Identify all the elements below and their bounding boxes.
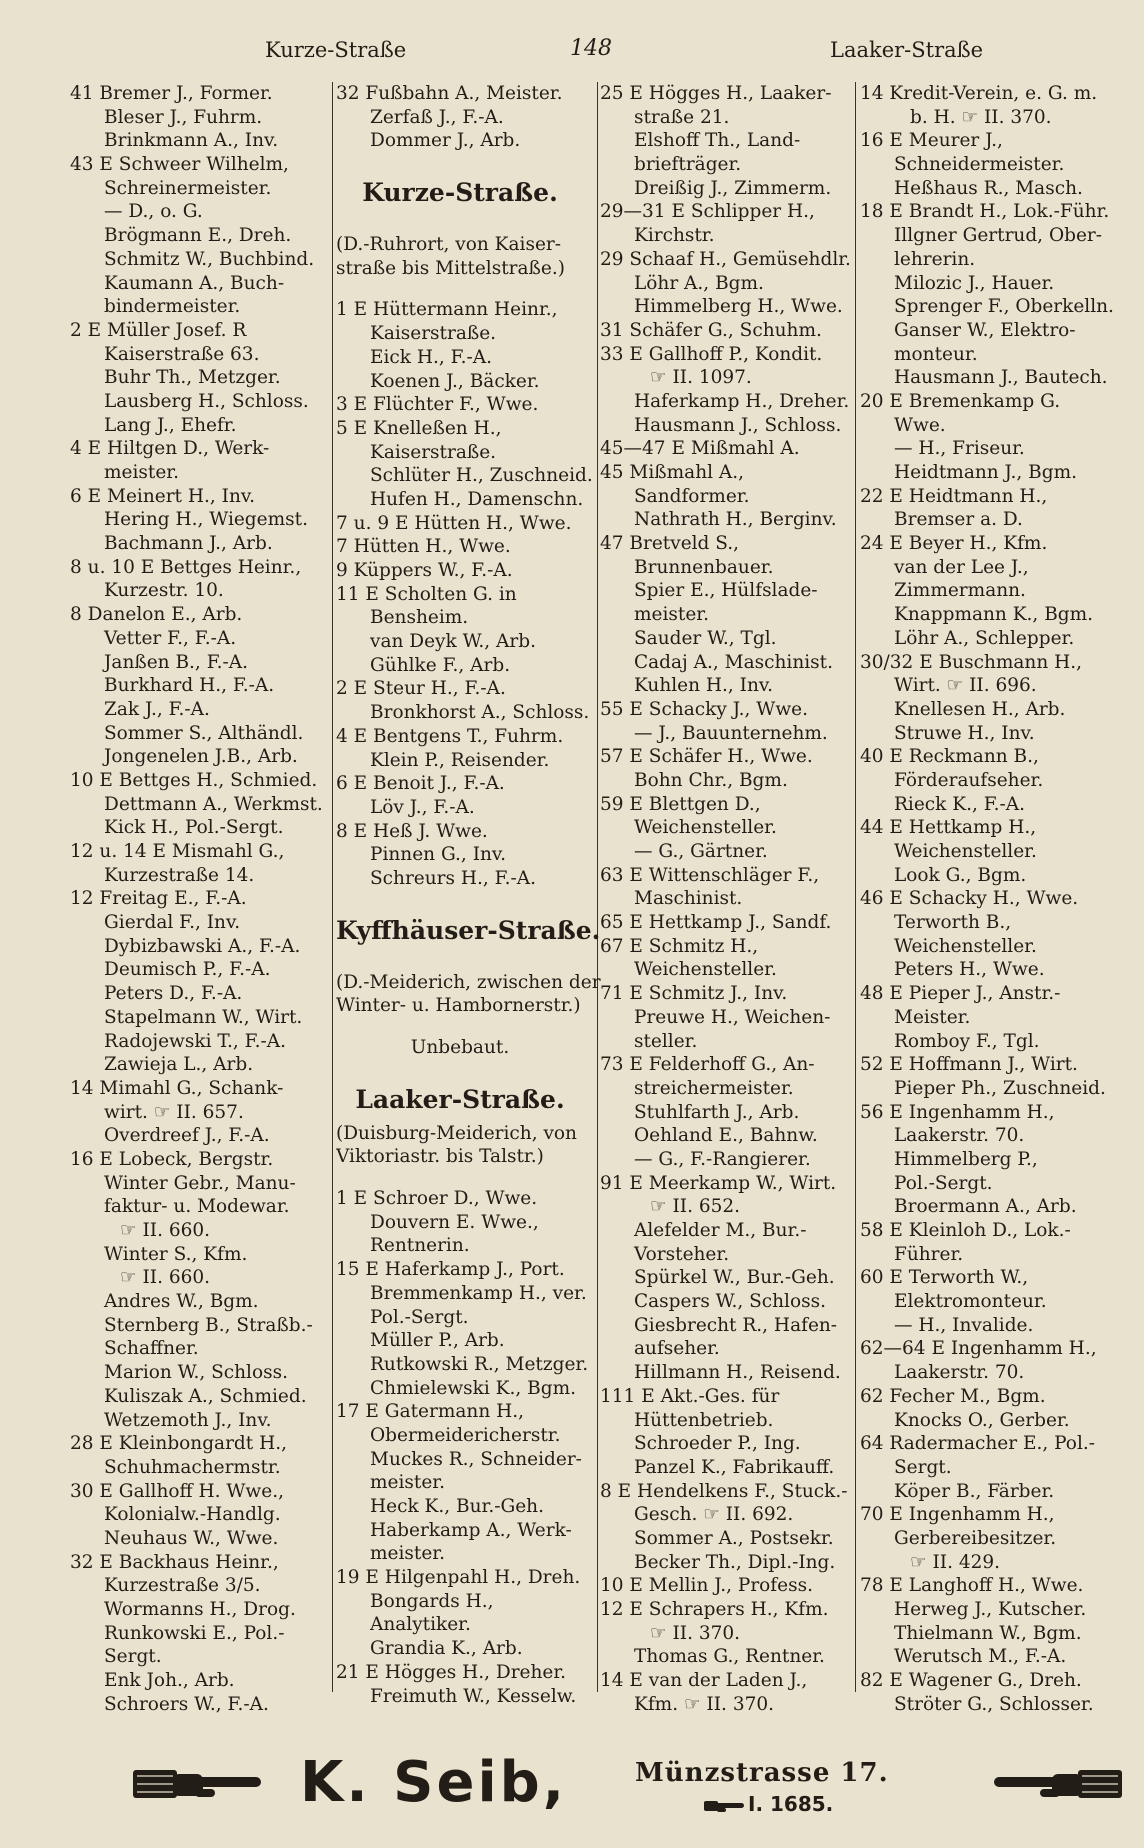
directory-entry: 111 E Akt.-Ges. für [600, 1385, 780, 1407]
directory-entry: Broermann A., Arb. [894, 1196, 1077, 1218]
directory-entry: (D.-Meiderich, zwischen der [336, 971, 601, 993]
directory-entry: Kuliszak A., Schmied. [104, 1385, 307, 1407]
directory-entry: Stuhlfarth J., Arb. [634, 1101, 800, 1123]
directory-entry: Peters D., F.-A. [104, 983, 243, 1005]
directory-entry: Rieck K., F.-A. [894, 793, 1026, 815]
directory-entry: — H., Invalide. [894, 1314, 1034, 1336]
directory-entry: 59 E Blettgen D., [600, 793, 761, 815]
directory-entry: 78 E Langhoff H., Wwe. [860, 1575, 1084, 1597]
directory-entry: Neuhaus W., Wwe. [104, 1527, 279, 1549]
directory-entry: 82 E Wagener G., Dreh. [860, 1670, 1082, 1692]
directory-entry: 19 E Hilgenpahl H., Dreh. [336, 1567, 581, 1589]
directory-entry: van der Lee J., [894, 556, 1029, 578]
advertisement-banner [0, 1750, 1144, 1820]
spacer [336, 1169, 602, 1187]
directory-entry: Winter Gebr., Manu- [104, 1172, 296, 1194]
directory-entry: Kolonialw.-Handlg. [104, 1504, 281, 1526]
directory-entry: wirt. ☞ II. 657. [104, 1101, 244, 1123]
directory-entry: Hausmann J., Schloss. [634, 414, 842, 436]
advertiser-name: K. Seib, [300, 1750, 568, 1815]
directory-entry: streichermeister. [634, 1077, 794, 1099]
directory-entry: Brinkmann A., Inv. [104, 130, 279, 152]
directory-entry: Löv J., F.-A. [370, 796, 475, 818]
directory-entry: Preuwe H., Weichen- [634, 1006, 831, 1028]
directory-entry: Herweg J., Kutscher. [894, 1599, 1087, 1620]
directory-entry: Hausmann J., Bautech. [894, 367, 1108, 389]
directory-entry: Zawieja L., Arb. [104, 1054, 254, 1076]
directory-entry: 2 E Steur H., F.-A. [336, 678, 506, 700]
directory-entry: ☞ II. 652. [650, 1196, 741, 1218]
directory-entry: ☞ II. 429. [910, 1551, 1001, 1573]
directory-entry: 4 E Hiltgen D., Werk- [70, 438, 270, 460]
directory-entry: Milozic J., Hauer. [894, 272, 1055, 294]
directory-entry: Analytiker. [370, 1614, 471, 1636]
directory-entry: Struwe H., Inv. [894, 722, 1035, 744]
column-1 [70, 82, 332, 1716]
directory-entry: — G., F.-Rangierer. [634, 1148, 811, 1170]
directory-entry: Laakerstr. 70. [894, 1362, 1025, 1384]
pointing-hand-icon [994, 1762, 1122, 1806]
directory-entry: 3 E Flüchter F., Wwe. [336, 394, 539, 416]
directory-entry: Weichensteller. [634, 817, 777, 839]
directory-entry: Himmelberg H., Wwe. [634, 296, 843, 318]
directory-entry: 29—31 E Schlipper H., [600, 201, 815, 223]
directory-entry: 60 E Terworth W., [860, 1267, 1029, 1289]
directory-entry: 21 E Högges H., Dreher. [336, 1661, 567, 1683]
directory-entry: Runkowski E., Pol.- [104, 1622, 285, 1644]
directory-entry: Schroeder P., Ing. [634, 1433, 801, 1455]
directory-entry: Thielmann W., Bgm. [894, 1622, 1082, 1644]
directory-entry: Knellesen H., Arb. [894, 698, 1066, 720]
spacer [336, 953, 602, 971]
directory-entry: Haberkamp A., Werk- [370, 1519, 572, 1541]
directory-entry: Pol.-Sergt. [370, 1306, 469, 1328]
column-2 [336, 82, 602, 1708]
directory-entry: Ströter G., Schlosser. [894, 1693, 1094, 1715]
directory-entry: Viktoriastr. bis Talstr.) [336, 1146, 544, 1168]
directory-entry: Enk Joh., Arb. [104, 1670, 235, 1692]
directory-entry: Knappmann K., Bgm. [894, 604, 1094, 626]
directory-entry: Vetter F., F.-A. [104, 627, 237, 649]
directory-entry: ☞ II. 660. [120, 1267, 211, 1289]
directory-entry: 30 E Gallhoff H. Wwe., [70, 1480, 284, 1502]
directory-entry: Freimuth W., Kesselw. [370, 1685, 577, 1707]
directory-entry: 30/32 E Buschmann H., [860, 651, 1083, 673]
directory-entry: 14 E van der Laden J., [600, 1670, 808, 1692]
directory-entry: Weichensteller. [894, 935, 1037, 957]
directory-entry: straße bis Mittelstraße.) [336, 257, 565, 279]
directory-entry: 6 E Benoit J., F.-A. [336, 773, 505, 795]
directory-entry: Elektromonteur. [894, 1291, 1047, 1313]
directory-entry: Bohn Chr., Bgm. [634, 769, 788, 791]
directory-entry: 16 E Meurer J., [860, 130, 1003, 152]
directory-entry: Schlüter H., Zuschneid. [370, 465, 593, 487]
directory-entry: Schroers W., F.-A. [104, 1693, 269, 1715]
column-divider [332, 82, 333, 1692]
directory-entry: Pinnen G., Inv. [370, 844, 507, 866]
directory-entry: Wetzemoth J., Inv. [104, 1409, 272, 1431]
directory-entry: Hufen H., Damenschn. [370, 488, 584, 510]
directory-entry: 20 E Bremenkamp G. [860, 390, 1061, 412]
directory-entry: Thomas G., Rentner. [634, 1646, 825, 1668]
directory-entry: Heßhaus R., Masch. [894, 177, 1083, 199]
directory-entry: Bensheim. [370, 607, 469, 629]
directory-entry: 5 E Knelleßen H., [336, 417, 502, 439]
directory-entry: Dybizbawski A., F.-A. [104, 935, 301, 957]
directory-entry: Heck K., Bur.-Geh. [370, 1496, 544, 1517]
directory-entry: Elshoff Th., Land- [634, 130, 801, 152]
directory-entry: ☞ II. 1097. [650, 367, 752, 389]
directory-entry: ☞ II. 370. [650, 1622, 741, 1644]
directory-entry: briefträger. [634, 154, 742, 176]
directory-entry: Sergt. [894, 1456, 952, 1478]
directory-entry: faktur- u. Modewar. [104, 1196, 290, 1218]
directory-entry: Alefelder M., Bur.- [634, 1220, 807, 1241]
directory-entry: 57 E Schäfer H., Wwe. [600, 746, 813, 768]
directory-entry: 71 E Schmitz J., Inv. [600, 983, 788, 1005]
directory-entry: 56 E Ingenhamm H., [860, 1101, 1055, 1123]
directory-entry: Spier E., Hülfslade- [634, 580, 818, 602]
directory-entry: Haferkamp H., Dreher. [634, 390, 850, 412]
directory-entry: 11 E Scholten G. in [336, 583, 517, 605]
directory-entry: Kick H., Pol.-Sergt. [104, 817, 284, 839]
directory-entry: 64 Radermacher E., Pol.- [860, 1433, 1095, 1455]
directory-entry: Winter S., Kfm. [104, 1243, 248, 1265]
directory-entry: 8 E Hendelkens F., Stuck.- [600, 1480, 848, 1502]
directory-entry: Gesch. ☞ II. 692. [634, 1504, 794, 1526]
directory-entry: 45 Mißmahl A., [600, 462, 745, 483]
directory-entry: Bleser J., Fuhrm. [104, 106, 263, 128]
directory-entry: Köper B., Färber. [894, 1480, 1055, 1502]
directory-entry: Kaiserstraße 63. [104, 343, 260, 365]
directory-entry: Zerfaß J., F.-A. [370, 106, 504, 128]
directory-entry: Himmelberg P., [894, 1148, 1038, 1170]
directory-entry: aufseher. [634, 1338, 720, 1360]
directory-entry: Buhr Th., Metzger. [104, 367, 281, 389]
spacer [336, 1018, 602, 1036]
directory-entry: Brunnenbauer. [634, 556, 774, 578]
directory-entry: Romboy F., Tgl. [894, 1030, 1040, 1052]
directory-entry: Kurzestraße 14. [104, 864, 255, 886]
directory-entry: 7 Hütten H., Wwe. [336, 536, 511, 558]
directory-entry: Douvern E. Wwe., [370, 1211, 539, 1233]
directory-entry: Bachmann J., Arb. [104, 533, 273, 555]
directory-entry: Schmitz W., Buchbind. [104, 248, 315, 270]
directory-entry: 33 E Gallhoff P., Kondit. [600, 343, 823, 365]
directory-entry: Schaffner. [104, 1338, 199, 1360]
directory-entry: Klein P., Reisender. [370, 749, 550, 771]
directory-entry: Schuhmachermstr. [104, 1456, 281, 1478]
spacer [336, 891, 602, 909]
spacer [336, 153, 602, 171]
directory-entry: b. H. ☞ II. 370. [910, 106, 1052, 128]
directory-entry: Pol.-Sergt. [894, 1172, 993, 1194]
directory-entry: Overdreef J., F.-A. [104, 1125, 270, 1147]
column-3 [600, 82, 862, 1716]
directory-entry: Deumisch P., F.-A. [104, 959, 271, 981]
directory-entry: Laakerstr. 70. [894, 1125, 1025, 1147]
directory-entry: (Duisburg-Meiderich, von [336, 1122, 577, 1144]
directory-entry: Sergt. [104, 1646, 162, 1668]
header-left-street: Kurze-Straße [265, 38, 407, 62]
directory-entry: Unbebaut. [410, 1037, 510, 1058]
directory-entry: 7 u. 9 E Hütten H., Wwe. [336, 512, 572, 534]
directory-entry: Vorsteher. [634, 1243, 730, 1265]
directory-entry: 4 E Bentgens T., Fuhrm. [336, 725, 564, 747]
directory-entry: Meister. [894, 1006, 971, 1028]
directory-entry: Werutsch M., F.-A. [894, 1646, 1067, 1668]
directory-entry: Ganser W., Elektro- [894, 319, 1076, 341]
directory-entry: Nathrath H., Berginv. [634, 509, 837, 531]
directory-entry: 41 Bremer J., Former. [70, 83, 273, 104]
directory-entry: meister. [104, 462, 179, 483]
directory-entry: Hillmann H., Reisend. [634, 1362, 841, 1384]
directory-entry: monteur. [894, 343, 978, 365]
section-heading: Kyffhäuser-Straße. [336, 915, 601, 945]
directory-entry: Sandformer. [634, 485, 750, 507]
directory-entry: 43 E Schweer Wilhelm, [70, 154, 289, 176]
directory-entry: Burkhard H., F.-A. [104, 675, 275, 697]
directory-entry: Pieper Ph., Zuschneid. [894, 1077, 1106, 1099]
directory-entry: Schreinermeister. [104, 177, 272, 199]
directory-entry: Muckes R., Schneider- [370, 1448, 582, 1470]
directory-entry: Zimmermann. [894, 580, 1026, 602]
directory-entry: Grandia K., Arb. [370, 1638, 523, 1660]
directory-entry: 70 E Ingenhamm H., [860, 1504, 1055, 1526]
directory-entry: 16 E Lobeck, Bergstr. [70, 1148, 274, 1170]
directory-entry: Illgner Gertrud, Ober- [894, 225, 1102, 247]
spacer [336, 215, 602, 233]
directory-entry: Terworth B., [894, 912, 1012, 934]
directory-entry: Wormanns H., Drog. [104, 1599, 296, 1620]
directory-entry: Maschinist. [634, 888, 743, 910]
directory-entry: 12 u. 14 E Mismahl G., [70, 841, 285, 862]
directory-entry: Wirt. ☞ II. 696. [894, 675, 1037, 697]
directory-entry: Kfm. ☞ II. 370. [634, 1693, 775, 1715]
directory-entry: Kuhlen H., Inv. [634, 675, 774, 697]
directory-entry: 32 E Backhaus Heinr., [70, 1551, 279, 1573]
directory-entry: 62—64 E Ingenhamm H., [860, 1338, 1097, 1360]
directory-entry: Look G., Bgm. [894, 864, 1027, 886]
directory-entry: Sommer A., Postsekr. [634, 1527, 834, 1549]
directory-entry: lehrerin. [894, 248, 976, 270]
directory-entry: Sommer S., Althändl. [104, 722, 304, 744]
directory-entry: 1 E Schroer D., Wwe. [336, 1188, 538, 1210]
directory-entry: Obermeidericherstr. [370, 1424, 561, 1446]
directory-entry: Gühlke F., Arb. [370, 654, 511, 676]
directory-entry: 1 E Hüttermann Heinr., [336, 299, 558, 321]
directory-entry: 65 E Hettkamp J., Sandf. [600, 912, 832, 934]
directory-entry: Gierdal F., Inv. [104, 912, 241, 934]
directory-entry: Cadaj A., Maschinist. [634, 651, 833, 673]
directory-entry: 91 E Meerkamp W., Wirt. [600, 1172, 837, 1194]
directory-entry: Heidtmann J., Bgm. [894, 462, 1078, 483]
spacer [336, 280, 602, 298]
directory-entry: 2 E Müller Josef. R [70, 319, 247, 341]
directory-entry: 29 Schaaf H., Gemüsehdlr. [600, 248, 851, 270]
section-heading: Kurze-Straße. [362, 178, 558, 208]
directory-entry: Kurzestraße 3/5. [104, 1575, 261, 1597]
directory-entry: Caspers W., Schloss. [634, 1291, 826, 1313]
directory-entry: Sternberg B., Straßb.- [104, 1314, 313, 1336]
directory-entry: 73 E Felderhoff G., An- [600, 1054, 815, 1076]
directory-entry: steller. [634, 1030, 698, 1052]
directory-entry: 8 Danelon E., Arb. [70, 604, 243, 626]
directory-entry: 8 u. 10 E Bettges Heinr., [70, 556, 302, 578]
directory-entry: 48 E Pieper J., Anstr.- [860, 983, 1061, 1005]
directory-entry: 44 E Hettkamp H., [860, 817, 1037, 839]
directory-entry: straße 21. [634, 106, 730, 128]
directory-entry: Radojewski T., F.-A. [104, 1030, 286, 1052]
directory-entry: 24 E Beyer H., Kfm. [860, 533, 1048, 555]
directory-entry: Müller P., Arb. [370, 1330, 505, 1352]
directory-entry: Sauder W., Tgl. [634, 627, 777, 649]
directory-entry: Winter- u. Hambornerstr.) [336, 995, 581, 1017]
section-heading: Laaker-Straße. [355, 1084, 565, 1114]
directory-entry: 62 Fecher M., Bgm. [860, 1385, 1046, 1407]
directory-entry: 25 E Högges H., Laaker- [600, 83, 832, 104]
directory-entry: — H., Friseur. [894, 438, 1025, 460]
directory-entry: — J., Bauunternehm. [634, 722, 828, 744]
directory-entry: Weichensteller. [634, 959, 777, 981]
directory-entry: — G., Gärtner. [634, 841, 768, 862]
directory-entry: Spürkel W., Bur.-Geh. [634, 1267, 835, 1289]
directory-entry: 28 E Kleinbongardt H., [70, 1433, 287, 1455]
directory-entry: 15 E Haferkamp J., Port. [336, 1259, 565, 1281]
directory-entry: Dommer J., Arb. [370, 130, 521, 152]
directory-entry: Kaumann A., Buch- [104, 272, 285, 294]
directory-entry: Schneidermeister. [894, 154, 1065, 176]
directory-entry: Löhr A., Schlepper. [894, 627, 1075, 649]
directory-entry: Oehland E., Bahnw. [634, 1125, 818, 1147]
directory-entry: 67 E Schmitz H., [600, 935, 759, 957]
directory-entry: Brögmann E., Dreh. [104, 225, 292, 247]
directory-entry: 58 E Kleinloh D., Lok.- [860, 1220, 1071, 1241]
directory-entry: Bremser a. D. [894, 509, 1023, 531]
directory-entry: Bronkhorst A., Schloss. [370, 702, 590, 724]
directory-entry: 46 E Schacky H., Wwe. [860, 888, 1079, 910]
directory-entry: 17 E Gatermann H., [336, 1401, 525, 1423]
directory-entry: Knocks O., Gerber. [894, 1409, 1070, 1431]
directory-entry: 10 E Mellin J., Profess. [600, 1575, 813, 1597]
directory-entry: 40 E Reckmann B., [860, 746, 1039, 768]
directory-entry: Rentnerin. [370, 1235, 470, 1257]
directory-entry: bindermeister. [104, 296, 241, 318]
directory-entry: Becker Th., Dipl.-Ing. [634, 1551, 836, 1573]
directory-entry: Förderaufseher. [894, 769, 1044, 791]
directory-entry: ☞ II. 660. [120, 1220, 211, 1241]
directory-entry: Sprenger F., Oberkelln. [894, 296, 1114, 318]
directory-entry: 6 E Meinert H., Inv. [70, 485, 255, 507]
directory-entry: 8 E Heß J. Wwe. [336, 820, 488, 842]
directory-entry: Zak J., F.-A. [104, 698, 210, 720]
directory-entry: Hering H., Wiegemst. [104, 509, 308, 531]
directory-entry: Jongenelen J.B., Arb. [104, 746, 298, 768]
directory-entry: Weichensteller. [894, 841, 1037, 862]
directory-entry: Kaiserstraße. [370, 323, 497, 345]
advertiser-phone [700, 1792, 833, 1816]
directory-entry: Führer. [894, 1243, 964, 1265]
directory-entry: (D.-Ruhrort, von Kaiser- [336, 234, 561, 256]
spacer [336, 1060, 602, 1078]
directory-entry: Chmielewski K., Bgm. [370, 1377, 577, 1399]
directory-entry: Janßen B., F.-A. [104, 651, 249, 673]
directory-entry: Schreurs H., F.-A. [370, 867, 536, 889]
advertiser-address: Münzstrasse 17. [635, 1758, 889, 1788]
directory-entry: Kurzestr. 10. [104, 580, 224, 602]
directory-entry: Koenen J., Bäcker. [370, 370, 540, 392]
header-right-street: Laaker-Straße [830, 38, 984, 62]
directory-entry: Giesbrecht R., Hafen- [634, 1314, 838, 1336]
directory-entry: Dreißig J., Zimmerm. [634, 177, 832, 199]
directory-entry: — D., o. G. [104, 201, 203, 223]
directory-entry: Andres W., Bgm. [104, 1291, 259, 1313]
directory-entry: 12 E Schrapers H., Kfm. [600, 1599, 829, 1620]
directory-entry: Bremmenkamp H., ver. [370, 1282, 587, 1304]
directory-entry: meister. [370, 1543, 445, 1565]
directory-entry: Gerbereibesitzer. [894, 1527, 1057, 1549]
directory-entry: Panzel K., Fabrikauff. [634, 1456, 835, 1478]
directory-entry: van Deyk W., Arb. [370, 631, 536, 653]
telephone-finger-icon [704, 1799, 744, 1813]
directory-entry: 45—47 E Mißmahl A. [600, 438, 800, 460]
directory-entry: meister. [370, 1472, 445, 1494]
directory-entry: 10 E Bettges H., Schmied. [70, 769, 318, 791]
directory-entry: 47 Bretveld S., [600, 533, 740, 555]
advertiser-phone-number: I. 1685. [748, 1792, 834, 1816]
directory-entry: 9 Küppers W., F.-A. [336, 560, 513, 581]
directory-entry: 32 Fußbahn A., Meister. [336, 83, 563, 104]
directory-entry: Kirchstr. [634, 225, 715, 247]
directory-entry: Wwe. [894, 414, 946, 436]
directory-entry: Stapelmann W., Wirt. [104, 1006, 303, 1028]
directory-entry: 22 E Heidtmann H., [860, 485, 1048, 507]
directory-entry: Dettmann A., Werkmst. [104, 793, 323, 815]
directory-entry: Lang J., Ehefr. [104, 414, 237, 436]
directory-entry: Peters H., Wwe. [894, 959, 1045, 981]
directory-entry: 55 E Schacky J., Wwe. [600, 698, 808, 720]
directory-entry: 14 Mimahl G., Schank- [70, 1077, 284, 1099]
directory-entry: 31 Schäfer G., Schuhm. [600, 319, 822, 341]
directory-entry: 14 Kredit-Verein, e. G. m. [860, 83, 1098, 104]
pointing-hand-icon [133, 1762, 261, 1806]
directory-entry: 18 E Brandt H., Lok.-Führ. [860, 201, 1110, 223]
directory-entry: 52 E Hoffmann J., Wirt. [860, 1054, 1078, 1076]
directory-entry: Bongards H., [370, 1590, 494, 1612]
directory-entry: Marion W., Schloss. [104, 1362, 288, 1384]
directory-entry: Eick H., F.-A. [370, 346, 492, 368]
column-4 [860, 82, 1144, 1716]
directory-entry: meister. [634, 604, 709, 626]
page-header [0, 30, 1144, 70]
directory-entry: 63 E Wittenschläger F., [600, 864, 820, 886]
directory-entry: Kaiserstraße. [370, 441, 497, 463]
page-number: 148 [570, 36, 612, 61]
directory-entry: Rutkowski R., Metzger. [370, 1353, 589, 1375]
directory-entry: Hüttenbetrieb. [634, 1409, 774, 1431]
directory-entry: 12 Freitag E., F.-A. [70, 888, 247, 910]
directory-entry: Lausberg H., Schloss. [104, 390, 309, 412]
directory-entry: Löhr A., Bgm. [634, 272, 764, 294]
